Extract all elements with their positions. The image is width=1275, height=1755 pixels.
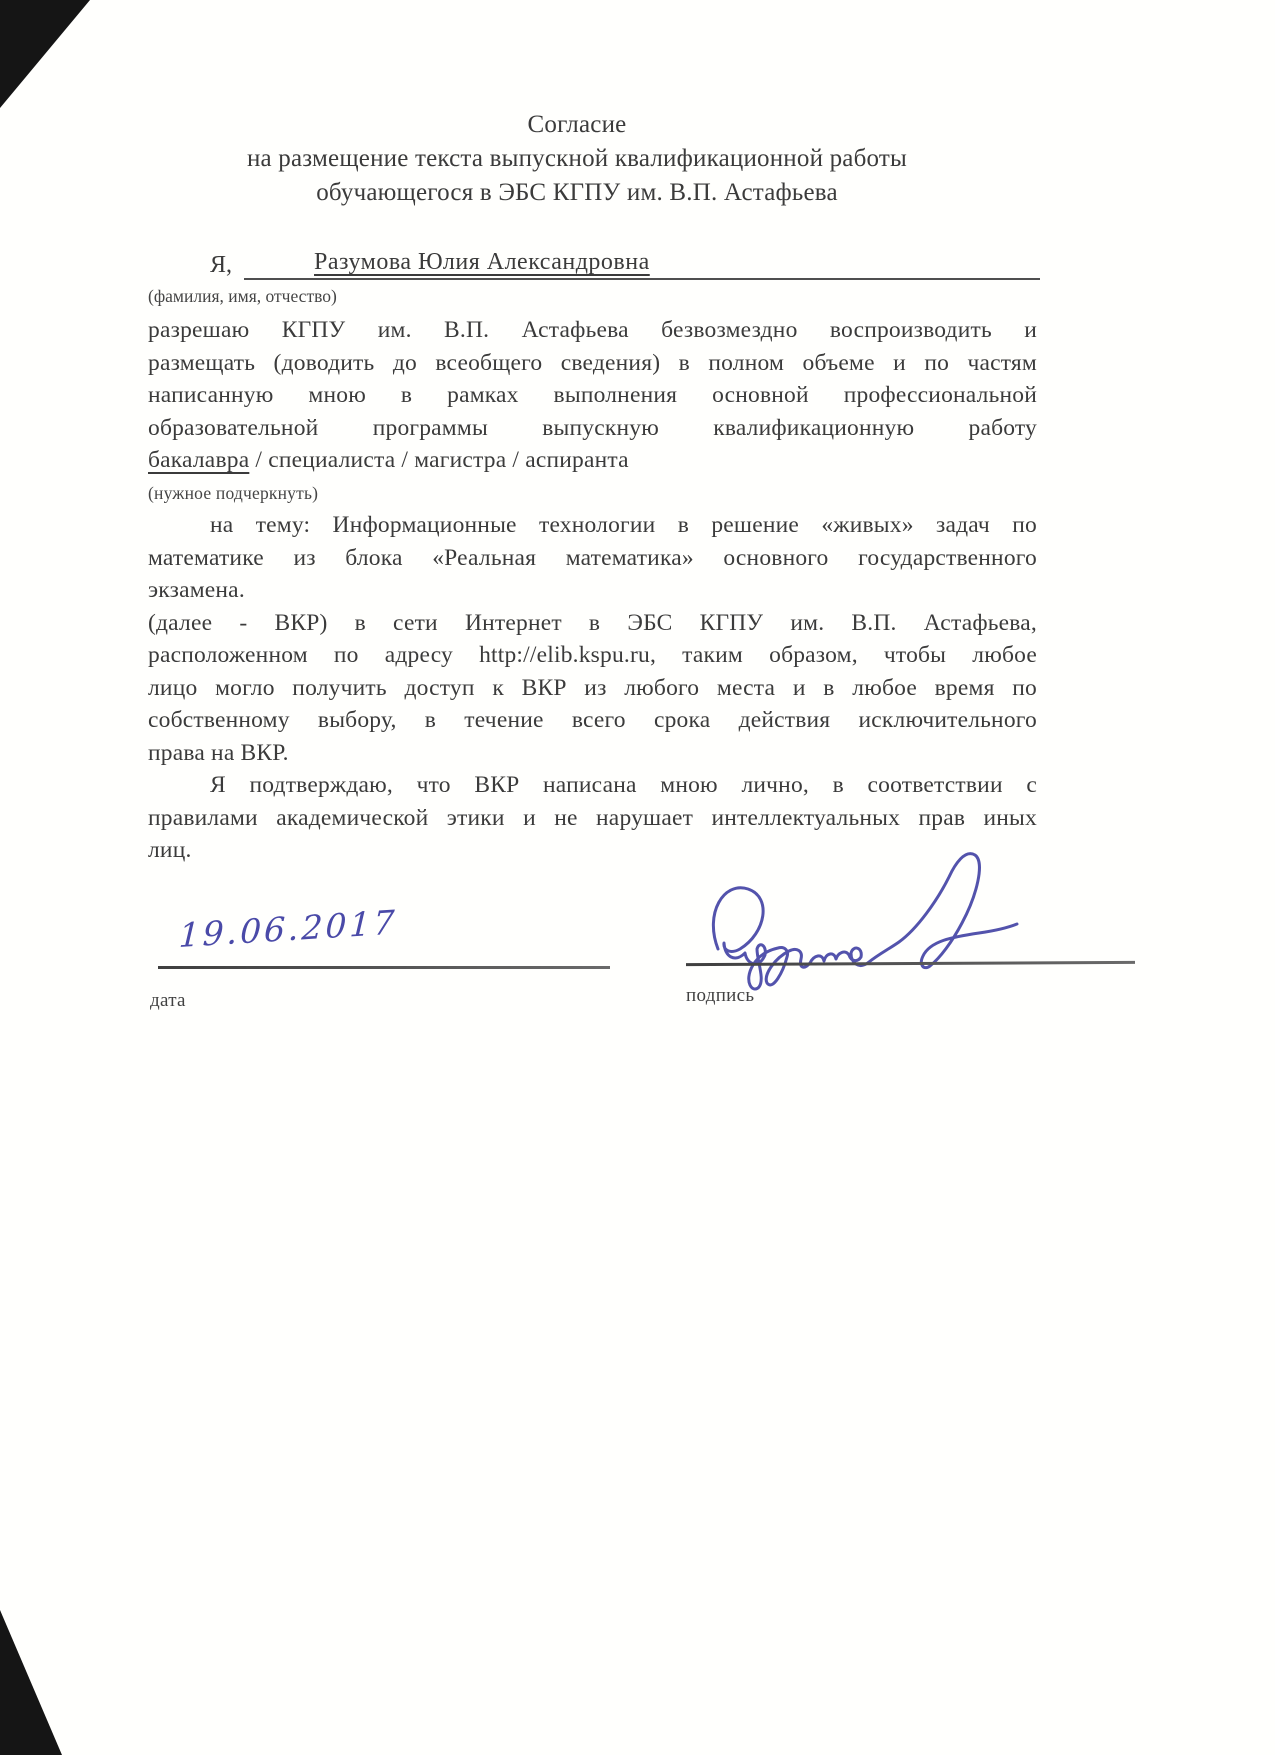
body-line: написанную мною в рамках выполнения основной профессиональной bbox=[148, 382, 1037, 408]
body-line: лиц. bbox=[148, 837, 192, 863]
handwritten-signature-icon bbox=[690, 845, 1020, 995]
body-line: собственному выбору, в течение всего срока действия исключительного bbox=[148, 707, 1037, 733]
title-line-3: обучающегося в ЭБС КГПУ им. В.П. Астафьева bbox=[316, 179, 838, 206]
name-underline bbox=[244, 242, 1040, 280]
underline-note: (нужное подчеркнуть) bbox=[148, 482, 319, 503]
scan-corner-artifact-bottom-left bbox=[0, 1610, 62, 1755]
scan-corner-artifact-top-left bbox=[0, 0, 90, 108]
document-title bbox=[0, 108, 1154, 210]
fio-caption: (фамилия, имя, отчество) bbox=[148, 286, 337, 306]
body-line: (далее - ВКР) в сети Интернет в ЭБС КГПУ им. В.П. Астафьева, bbox=[148, 609, 1037, 636]
degree-rest: / специалиста / магистра / аспиранта bbox=[249, 447, 629, 473]
body-line: Я подтверждаю, что ВКР написана мною лично, в соответствии с bbox=[210, 772, 1037, 798]
body-line: размещать (доводить до всеобщего сведения) в полном объеме и по частям bbox=[148, 349, 1037, 376]
declarant-row bbox=[148, 244, 1040, 280]
body-line: расположенном по адресу http://elib.kspu.ru, таким образом, чтобы любое bbox=[148, 642, 1037, 668]
body-line: правилами академической этики и не нарушает интеллектуальных прав иных bbox=[148, 804, 1037, 831]
body-line: разрешаю КГПУ им. В.П. Астафьева безвозмездно воспроизводить и bbox=[148, 317, 1037, 343]
degree-line bbox=[148, 444, 1037, 477]
body-line: права на ВКР. bbox=[148, 739, 289, 766]
body-line: образовательной программы выпускную квалификационную работу bbox=[148, 414, 1037, 441]
degree-underlined: бакалавра bbox=[148, 447, 250, 473]
document-body bbox=[148, 314, 1037, 867]
date-line bbox=[158, 966, 610, 969]
body-line: экзамена. bbox=[148, 577, 245, 603]
body-line: лицо могло получить доступ к ВКР из любого места и в любое время по bbox=[148, 674, 1037, 701]
signature-label: подпись bbox=[686, 985, 755, 1006]
title-line-1: Согласие bbox=[527, 111, 627, 138]
declarant-name: Разумова Юлия Александровна bbox=[314, 249, 650, 275]
handwritten-date: 19.06.2017 bbox=[178, 902, 399, 955]
date-label: дата bbox=[150, 990, 186, 1011]
title-line-2: на размещение текста выпускной квалификационной работы bbox=[246, 145, 908, 172]
body-line: математике из блока «Реальная математика» основного государственного bbox=[148, 544, 1037, 571]
body-line: на тему: Информационные технологии в решение «живых» задач по bbox=[210, 512, 1037, 538]
declarant-pronoun: Я, bbox=[210, 252, 233, 278]
